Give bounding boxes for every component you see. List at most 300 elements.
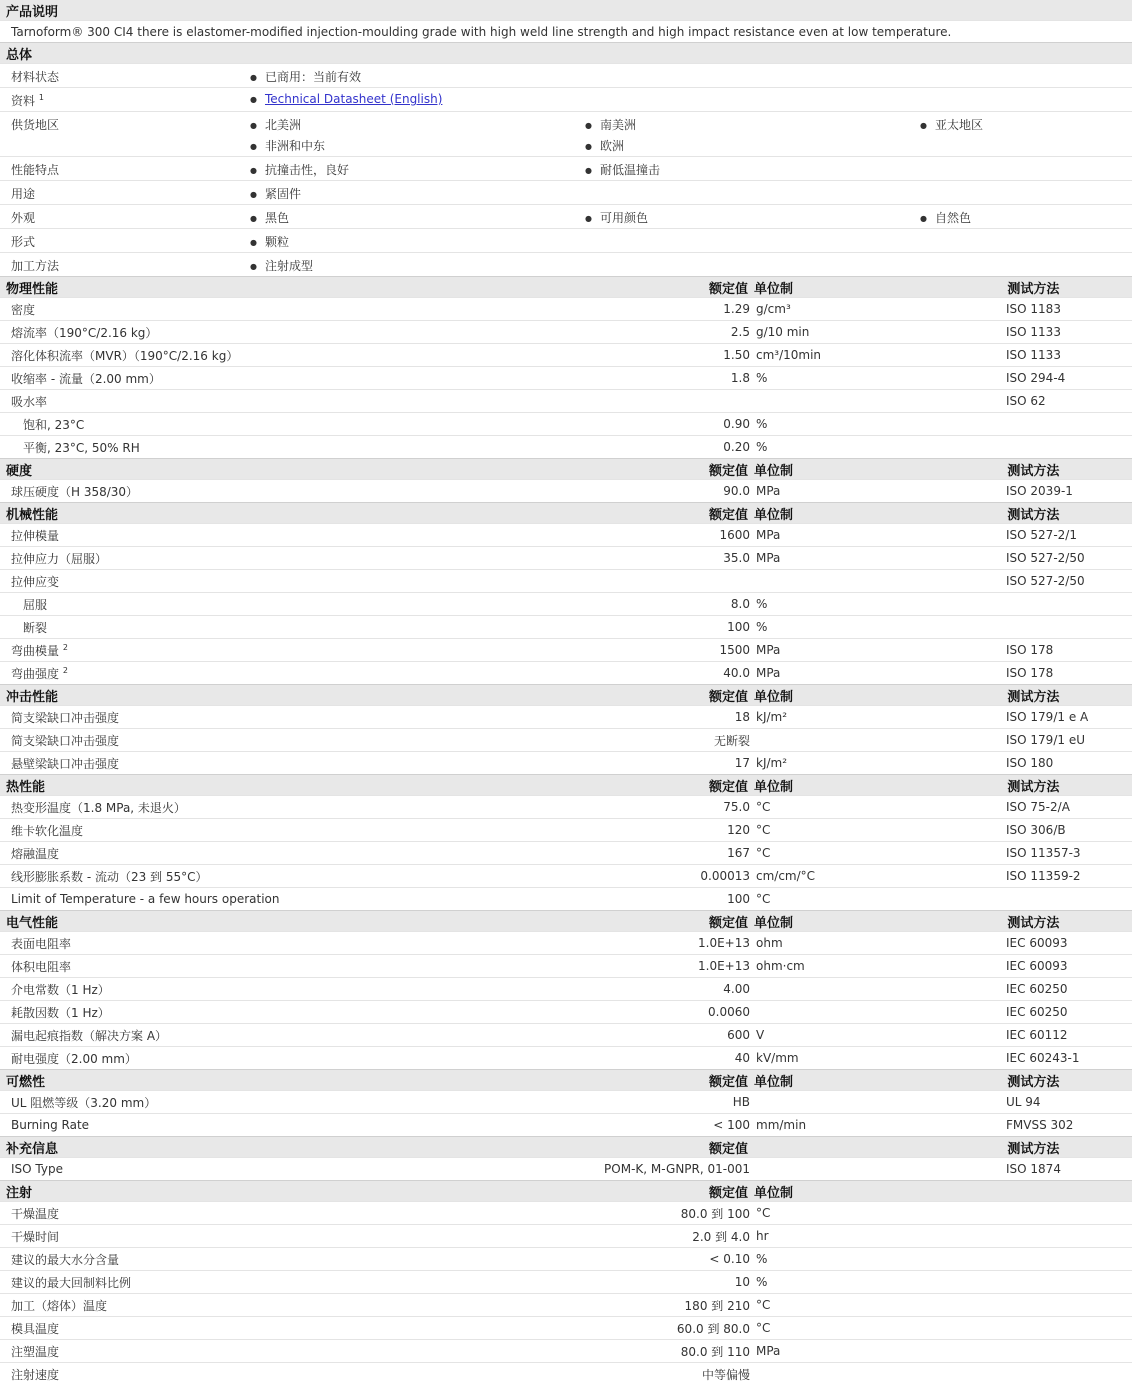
property-label-text: 热变形温度（1.8 MPa, 未退火） — [11, 800, 186, 815]
section-header — [0, 502, 1132, 523]
row-label — [0, 90, 250, 109]
property-label — [0, 868, 360, 885]
property-unit: % — [756, 440, 768, 454]
property-value: 40 — [734, 1051, 750, 1065]
property-unit: °C — [756, 800, 771, 814]
row-items — [250, 159, 1120, 178]
property-label — [0, 665, 360, 682]
row-label — [0, 66, 250, 85]
property-label-text: 悬壁梁缺口冲击强度 — [11, 756, 120, 771]
property-label — [0, 1228, 360, 1245]
property-label-text: Limit of Temperature - a few hours operation — [11, 892, 280, 906]
property-label-text: 加工（熔体）温度 — [11, 1298, 108, 1313]
property-value: 100 — [727, 892, 750, 906]
property-unit: % — [756, 1275, 768, 1289]
property-value: 1.50 — [723, 348, 750, 362]
property-value: < 0.10 — [709, 1252, 750, 1266]
property-unit: V — [756, 1028, 765, 1042]
property-label — [0, 732, 360, 749]
property-row — [0, 864, 1132, 887]
column-header-unit: 单位制 — [754, 915, 794, 931]
property-test-method: ISO 2039-1 — [1006, 484, 1073, 498]
property-unit: % — [756, 597, 768, 611]
property-label-text: 平衡, 23°C, 50% RH — [23, 440, 140, 455]
property-unit: °C — [756, 1206, 771, 1220]
property-label — [0, 958, 360, 975]
property-value: 100 — [727, 620, 750, 634]
property-row — [0, 1157, 1132, 1180]
section-title: 产品说明 — [6, 4, 59, 20]
list-item: ● 可用颜色 — [585, 209, 920, 226]
section-title: 注射 — [6, 1185, 33, 1201]
property-test-method: ISO 1874 — [1006, 1162, 1061, 1176]
property-unit: MPa — [756, 643, 781, 657]
property-label — [0, 935, 360, 952]
list-item: ● 已商用：当前有效 — [250, 68, 585, 85]
property-row — [0, 592, 1132, 615]
column-header-unit: 单位制 — [754, 779, 794, 795]
property-unit: kV/mm — [756, 1051, 799, 1065]
row-label — [0, 231, 250, 250]
general-row — [0, 252, 1132, 276]
property-unit: % — [756, 417, 768, 431]
column-header-test: 测试方法 — [1007, 463, 1060, 479]
property-value: 167 — [727, 846, 750, 860]
property-label-text: 模具温度 — [11, 1321, 60, 1336]
property-test-method: ISO 75-2/A — [1006, 800, 1070, 814]
column-header-unit: 单位制 — [754, 463, 794, 479]
property-label — [0, 1366, 360, 1383]
property-label-text: 介电常数（1 Hz） — [11, 982, 110, 997]
property-row — [0, 297, 1132, 320]
row-items — [250, 231, 1120, 250]
column-header-test: 测试方法 — [1007, 1074, 1060, 1090]
property-row — [0, 1023, 1132, 1046]
property-unit: % — [756, 371, 768, 385]
column-header-test: 测试方法 — [1007, 779, 1060, 795]
footnote-marker: 2 — [62, 642, 68, 652]
list-item: ● 注射成型 — [250, 257, 585, 274]
property-label — [0, 642, 360, 659]
property-test-method: ISO 1133 — [1006, 325, 1061, 339]
general-row — [0, 63, 1132, 87]
property-value: 75.0 — [723, 800, 750, 814]
property-label — [0, 483, 360, 500]
property-row — [0, 1000, 1132, 1023]
datasheet-link[interactable] — [250, 92, 585, 109]
footnote-marker: 1 — [38, 93, 44, 102]
list-item: ● 亚太地区 — [920, 116, 1120, 133]
property-value: 0.20 — [723, 440, 750, 454]
property-row — [0, 818, 1132, 841]
property-value: 600 — [727, 1028, 750, 1042]
property-value: POM-K, M-GNPR, 01-001 — [604, 1162, 750, 1176]
row-items — [250, 114, 1120, 154]
property-value: 120 — [727, 823, 750, 837]
property-unit: MPa — [756, 484, 781, 498]
general-row — [0, 180, 1132, 204]
row-items — [250, 255, 1120, 274]
section-header — [0, 684, 1132, 705]
column-header-nominal: 额定值 — [708, 463, 748, 479]
row-label — [0, 114, 250, 154]
property-test-method: ISO 294-4 — [1006, 371, 1066, 385]
property-value: 1500 — [719, 643, 750, 657]
section-header — [0, 1069, 1132, 1090]
column-header-nominal: 额定值 — [708, 1141, 748, 1157]
property-test-method: IEC 60093 — [1006, 959, 1068, 973]
property-label — [0, 347, 360, 364]
property-unit: MPa — [756, 666, 781, 680]
section-title: 总体 — [6, 47, 33, 63]
property-unit: °C — [756, 823, 771, 837]
property-label — [0, 596, 360, 613]
property-row — [0, 1113, 1132, 1136]
property-label — [0, 845, 360, 862]
property-row — [0, 546, 1132, 569]
property-label — [0, 439, 360, 456]
property-label-text: 溶化体积流率（MVR）（190°C/2.16 kg） — [11, 348, 239, 363]
property-value: 无断裂 — [713, 733, 750, 748]
property-test-method: ISO 178 — [1006, 666, 1054, 680]
row-items — [250, 207, 1120, 226]
property-label-text: 拉伸应变 — [11, 574, 60, 589]
section-title: 冲击性能 — [6, 689, 59, 705]
property-row — [0, 887, 1132, 910]
property-label — [0, 1162, 360, 1176]
property-value: 60.0 到 80.0 — [676, 1321, 750, 1336]
property-row — [0, 1316, 1132, 1339]
property-test-method: ISO 11359-2 — [1006, 869, 1081, 883]
property-row — [0, 638, 1132, 661]
property-label — [0, 550, 360, 567]
section-title: 物理性能 — [6, 281, 59, 297]
property-test-method: ISO 1183 — [1006, 302, 1061, 316]
list-item: ● 自然色 — [920, 209, 1120, 226]
section-header — [0, 910, 1132, 931]
property-test-method: ISO 179/1 e A — [1006, 710, 1089, 724]
section-header-description — [0, 0, 1132, 20]
property-unit: MPa — [756, 551, 781, 565]
property-value: < 100 — [713, 1118, 750, 1132]
column-header-test: 测试方法 — [1007, 281, 1060, 297]
product-description: Tarnoform® 300 CI4 there is elastomer-modified injection-moulding grade with high weld line strength and high impact resistance even at low temperature. — [0, 20, 1132, 42]
section-title: 补充信息 — [6, 1141, 59, 1157]
property-value: 1600 — [719, 528, 750, 542]
row-label — [0, 183, 250, 202]
column-header-nominal: 额定值 — [708, 779, 748, 795]
property-test-method: IEC 60112 — [1006, 1028, 1068, 1042]
property-unit: mm/min — [756, 1118, 807, 1132]
section-title: 电气性能 — [6, 915, 59, 931]
property-row — [0, 1247, 1132, 1270]
property-label — [0, 892, 360, 906]
property-row — [0, 523, 1132, 546]
row-label-text: 资料 — [11, 94, 36, 108]
property-value: 10 — [734, 1275, 750, 1289]
property-label-text: 干燥时间 — [11, 1229, 60, 1244]
property-label — [0, 527, 360, 544]
property-label-text: 简支梁缺口冲击强度 — [11, 710, 120, 725]
property-value: HB — [732, 1095, 750, 1109]
property-label-text: 线形膨胀系数 - 流动（23 到 55°C） — [11, 869, 208, 884]
property-row — [0, 479, 1132, 502]
row-label-text: 形式 — [11, 235, 36, 249]
property-unit: % — [756, 1252, 768, 1266]
section-header-general — [0, 42, 1132, 63]
datasheet-link-text[interactable]: Technical Datasheet (English) — [264, 92, 443, 106]
property-unit: hr — [756, 1229, 769, 1243]
property-unit: cm³/10min — [756, 348, 822, 362]
property-test-method: ISO 179/1 eU — [1006, 733, 1085, 747]
property-label — [0, 619, 360, 636]
property-test-method: ISO 527-2/50 — [1006, 551, 1085, 565]
column-header-nominal: 额定值 — [708, 689, 748, 705]
property-label-text: 断裂 — [23, 620, 48, 635]
property-label-text: Burning Rate — [11, 1118, 90, 1132]
property-label — [0, 1251, 360, 1268]
property-label-text: 熔融温度 — [11, 846, 60, 861]
property-label-text: 球压硬度（H 358/30） — [11, 484, 139, 499]
property-label — [0, 1027, 360, 1044]
property-unit: g/cm³ — [756, 302, 791, 316]
column-header-nominal: 额定值 — [708, 1185, 748, 1201]
list-item: ● 非洲和中东 — [250, 137, 585, 154]
row-items — [250, 90, 1120, 109]
properties-tables — [0, 276, 1132, 1385]
property-test-method: ISO 527-2/50 — [1006, 574, 1085, 588]
property-test-method: IEC 60243-1 — [1006, 1051, 1080, 1065]
property-test-method: IEC 60250 — [1006, 982, 1068, 996]
row-label-text: 用途 — [11, 187, 36, 201]
section-header — [0, 276, 1132, 297]
property-test-method: ISO 11357-3 — [1006, 846, 1081, 860]
property-unit: ohm — [756, 936, 783, 950]
property-row — [0, 931, 1132, 954]
property-label-text: 建议的最大回制料比例 — [11, 1275, 132, 1290]
column-header-test: 测试方法 — [1007, 915, 1060, 931]
property-row — [0, 795, 1132, 818]
property-label-text: 耗散因数（1 Hz） — [11, 1005, 110, 1020]
column-header-test: 测试方法 — [1007, 507, 1060, 523]
property-value: 1.29 — [723, 302, 750, 316]
section-title: 机械性能 — [6, 507, 59, 523]
property-label-text: ISO Type — [11, 1162, 63, 1176]
property-row — [0, 954, 1132, 977]
property-row — [0, 1046, 1132, 1069]
property-row — [0, 389, 1132, 412]
property-label — [0, 1320, 360, 1337]
column-header-test: 测试方法 — [1007, 689, 1060, 705]
property-label-text: 吸水率 — [11, 394, 48, 409]
section-title: 硬度 — [6, 463, 33, 479]
property-label — [0, 573, 360, 590]
property-label-text: 密度 — [11, 302, 36, 317]
property-value: 80.0 到 100 — [680, 1206, 750, 1221]
property-unit: MPa — [756, 1344, 781, 1358]
property-row — [0, 435, 1132, 458]
property-test-method: IEC 60093 — [1006, 936, 1068, 950]
property-unit: °C — [756, 846, 771, 860]
property-test-method: UL 94 — [1006, 1095, 1041, 1109]
property-label — [0, 1094, 360, 1111]
property-label-text: 维卡软化温度 — [11, 823, 84, 838]
property-test-method: ISO 178 — [1006, 643, 1054, 657]
property-label — [0, 1050, 360, 1067]
property-label-text: 饱和, 23°C — [23, 417, 85, 432]
property-label-text: 屈服 — [23, 597, 48, 612]
property-label — [0, 755, 360, 772]
row-label-text: 供货地区 — [11, 118, 60, 132]
property-row — [0, 412, 1132, 435]
property-value: 18 — [734, 710, 750, 724]
property-row — [0, 1201, 1132, 1224]
property-row — [0, 1270, 1132, 1293]
property-row — [0, 1224, 1132, 1247]
property-label-text: 表面电阻率 — [11, 936, 72, 951]
property-label-text: 拉伸应力（屈服） — [11, 551, 108, 566]
column-header-unit: 单位制 — [754, 1185, 794, 1201]
row-label — [0, 207, 250, 226]
property-test-method: ISO 62 — [1006, 394, 1046, 408]
row-items — [250, 183, 1120, 202]
property-label-text: 注塑温度 — [11, 1344, 60, 1359]
general-row — [0, 228, 1132, 252]
property-label — [0, 822, 360, 839]
property-row — [0, 1293, 1132, 1316]
property-row — [0, 343, 1132, 366]
property-label-text: 收缩率 - 流量（2.00 mm） — [11, 371, 161, 386]
property-value: 1.8 — [730, 371, 750, 385]
property-value: 180 到 210 — [684, 1298, 750, 1313]
property-row — [0, 705, 1132, 728]
column-header-unit: 单位制 — [754, 507, 794, 523]
footnote-marker: 2 — [62, 665, 68, 675]
property-value: 35.0 — [723, 551, 750, 565]
property-value: 90.0 — [723, 484, 750, 498]
general-row — [0, 111, 1132, 156]
column-header-unit: 单位制 — [754, 1074, 794, 1090]
property-value: 8.0 — [730, 597, 750, 611]
property-unit: % — [756, 620, 768, 634]
property-label — [0, 799, 360, 816]
section-title: 热性能 — [6, 779, 46, 795]
property-test-method: ISO 180 — [1006, 756, 1054, 770]
general-row — [0, 204, 1132, 228]
general-row — [0, 87, 1132, 111]
list-item: ● 抗撞击性，良好 — [250, 161, 585, 178]
property-value: 80.0 到 110 — [680, 1344, 750, 1359]
property-value: 1.0E+13 — [698, 936, 750, 950]
property-label-text: 建议的最大水分含量 — [11, 1252, 120, 1267]
property-test-method: ISO 527-2/1 — [1006, 528, 1077, 542]
property-label — [0, 1205, 360, 1222]
property-label — [0, 416, 360, 433]
list-item: ● 黑色 — [250, 209, 585, 226]
property-label — [0, 1297, 360, 1314]
property-unit: MPa — [756, 528, 781, 542]
property-label-text: 干燥温度 — [11, 1206, 60, 1221]
property-row — [0, 1362, 1132, 1385]
property-unit: kJ/m² — [756, 710, 788, 724]
property-label — [0, 301, 360, 318]
property-row — [0, 751, 1132, 774]
list-item: ● 北美洲 — [250, 116, 585, 133]
general-row — [0, 156, 1132, 180]
property-label-text: 耐电强度（2.00 mm） — [11, 1051, 137, 1066]
list-item: ● 紧固件 — [250, 185, 585, 202]
property-unit: °C — [756, 892, 771, 906]
property-label-text: 体积电阻率 — [11, 959, 72, 974]
property-value: 17 — [734, 756, 750, 770]
property-test-method: ISO 1133 — [1006, 348, 1061, 362]
general-table — [0, 63, 1132, 276]
property-label-text: 漏电起痕指数（解决方案 A） — [11, 1028, 168, 1043]
column-header-nominal: 额定值 — [708, 507, 748, 523]
section-header — [0, 1180, 1132, 1201]
property-label — [0, 393, 360, 410]
property-value: 40.0 — [723, 666, 750, 680]
property-value: 2.0 到 4.0 — [692, 1229, 750, 1244]
column-header-unit: 单位制 — [754, 281, 794, 297]
property-unit: ohm·cm — [756, 959, 805, 973]
row-label — [0, 255, 250, 274]
property-label — [0, 981, 360, 998]
property-row — [0, 661, 1132, 684]
property-row — [0, 841, 1132, 864]
property-row — [0, 1339, 1132, 1362]
property-value: 中等偏慢 — [701, 1367, 750, 1382]
property-unit: °C — [756, 1321, 771, 1335]
list-item: ● 耐低温撞击 — [585, 161, 920, 178]
property-value: 2.5 — [730, 325, 750, 339]
column-header-test: 测试方法 — [1007, 1141, 1060, 1157]
column-header-unit: 单位制 — [754, 689, 794, 705]
property-unit: °C — [756, 1298, 771, 1312]
row-items — [250, 66, 1120, 85]
property-row — [0, 615, 1132, 638]
list-item: ● 欧洲 — [585, 137, 920, 154]
property-value: 0.90 — [723, 417, 750, 431]
property-unit: kJ/m² — [756, 756, 788, 770]
row-label-text: 加工方法 — [11, 259, 60, 273]
row-label — [0, 159, 250, 178]
property-row — [0, 1090, 1132, 1113]
section-header — [0, 458, 1132, 479]
property-value: 0.0060 — [708, 1005, 750, 1019]
property-label-text: 熔流率（190°C/2.16 kg） — [11, 325, 158, 340]
column-header-nominal: 额定值 — [708, 1074, 748, 1090]
section-title: 可燃性 — [6, 1074, 46, 1090]
property-label-text: 弯曲强度 — [11, 666, 60, 681]
property-unit: g/10 min — [756, 325, 810, 339]
column-header-nominal: 额定值 — [708, 281, 748, 297]
property-test-method: IEC 60250 — [1006, 1005, 1068, 1019]
property-value: 4.00 — [723, 982, 750, 996]
property-label — [0, 324, 360, 341]
column-header-nominal: 额定值 — [708, 915, 748, 931]
section-header — [0, 774, 1132, 795]
property-test-method: FMVSS 302 — [1006, 1118, 1074, 1132]
property-row — [0, 977, 1132, 1000]
property-label-text: 注射速度 — [11, 1367, 60, 1382]
list-item: ● 颗粒 — [250, 233, 585, 250]
property-unit: cm/cm/°C — [756, 869, 816, 883]
property-value: 0.00013 — [700, 869, 750, 883]
property-label-text: UL 阻燃等级（3.20 mm） — [11, 1095, 157, 1110]
property-row — [0, 728, 1132, 751]
property-row — [0, 366, 1132, 389]
